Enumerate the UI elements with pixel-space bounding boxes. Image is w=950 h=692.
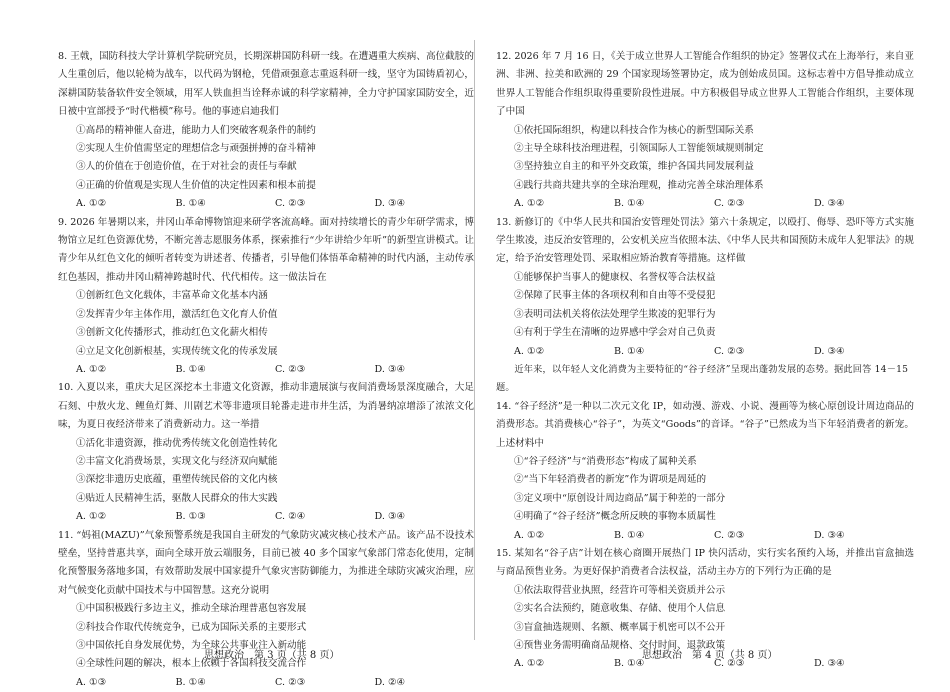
option-c: C. ②③ bbox=[275, 363, 306, 375]
option-a: A. ①② bbox=[514, 345, 545, 357]
option-c: C. ②③ bbox=[714, 658, 745, 670]
question-9 bbox=[58, 214, 474, 380]
answer-options bbox=[496, 195, 914, 213]
question-stem: 8. 王戟，国防科技大学计算机学院研究员，长期深耕国防科研一线。在遭遇重大疾病、高位截肢的人生重创后，他以轮椅为战车，以代码为钢枪，凭借顽强意志重返科研一线，坚守为国铸盾初心，深耕国防装备软件安全领域，用军人铁血担当诠释赤诚的科学家精神，全力守护国家国防安全，近日被中宣部授予“时代楷模”称号。他的事迹启迪我们 bbox=[58, 51, 474, 118]
option-c: C. ②③ bbox=[275, 198, 306, 210]
answer-options bbox=[58, 674, 474, 692]
statement-4: ④正确的价值观是实现人生价值的决定性因素和根本前提 bbox=[76, 179, 316, 191]
option-d: D. ③④ bbox=[374, 511, 406, 523]
option-a: A. ①② bbox=[76, 198, 107, 210]
option-b: B. ①④ bbox=[614, 658, 645, 670]
option-c: C. ②③ bbox=[714, 529, 745, 541]
statement-1: ①依托国际组织，构建以科技合作为核心的新型国际关系 bbox=[514, 124, 754, 136]
statement-3: ③定义项中“原创设计周边商品”属于种差的一部分 bbox=[514, 492, 726, 504]
option-b: B. ①④ bbox=[175, 198, 206, 210]
statement-1: ①中国积极践行多边主义，推动全球治理普惠包容发展 bbox=[76, 603, 307, 615]
option-d: D. ③④ bbox=[814, 529, 845, 541]
option-b: B. ①④ bbox=[614, 345, 645, 357]
option-c: C. ②④ bbox=[275, 511, 306, 523]
option-d: D. ②④ bbox=[374, 676, 406, 688]
statement-3: ③深挖非遗历史底蕴，重塑传统民俗的文化内核 bbox=[76, 474, 278, 486]
column-divider bbox=[474, 40, 475, 640]
option-b: B. ①④ bbox=[175, 363, 206, 375]
material-note: 近年来，以年轻人文化消费为主要特征的“谷子经济”呈现出蓬勃发展的态势。据此回答 14－15 题。 bbox=[496, 363, 909, 394]
statement-1: ①活化非遗资源，推动优秀传统文化创造性转化 bbox=[76, 437, 278, 449]
question-stem: 9. 2026 年暑期以来，井冈山革命博物馆迎来研学客流高峰。面对持续增长的青少年研学需求，博物馆立足红色资源优势，不断完善志愿服务体系，探索推行“少年讲给少年听”的新型宣讲模式。让青少年从红色文化的倾听者转变为讲述者、传播者，引导他们体悟革命精神的时代内涵，主动传承红色基因，推动井冈山精神跨越时代、代代相传。这一做法旨在 bbox=[58, 216, 474, 283]
question-stem: 11. “妈祖(MAZU)”气象预警系统是我国自主研发的气象防灾减灾核心技术产品。该产品不设技术壁垒，坚持普惠共享，面向全球开放云端服务，目前已被 40 多个国家气象部门常态化使用，定制化预警服务落地多国，有效帮助发展中国家提升气象灾害防御能力，为推进全球防灾减灾治理，应对气候变化贡献中国技术与中国智慧。这充分说明 bbox=[58, 529, 474, 596]
statement-1: ①“谷子经济”与“消费形态”构成了属种关系 bbox=[514, 455, 697, 467]
option-b: B. ①④ bbox=[175, 676, 206, 688]
statement-4: ④有利于学生在清晰的边界感中学会对自己负责 bbox=[514, 327, 716, 339]
option-b: B. ①③ bbox=[175, 511, 206, 523]
statement-2: ②丰富文化消费场景，实现文化与经济双向赋能 bbox=[76, 455, 278, 467]
answer-options bbox=[496, 527, 914, 545]
option-c: C. ②③ bbox=[714, 198, 745, 210]
question-12 bbox=[496, 48, 914, 214]
answer-options bbox=[496, 343, 914, 361]
option-c: C. ②③ bbox=[275, 676, 306, 688]
answer-options bbox=[58, 195, 474, 213]
statement-2: ②主导全球科技治理进程，引领国际人工智能领域规则制定 bbox=[514, 143, 764, 155]
option-a: A. ①② bbox=[76, 511, 107, 523]
option-a: A. ①③ bbox=[76, 676, 107, 688]
question-14 bbox=[496, 398, 914, 545]
statement-3: ③人的价值在于创造价值，在于对社会的责任与奉献 bbox=[76, 161, 297, 173]
statement-1: ①高昂的精神催人奋进，能助力人们突破客观条件的制约 bbox=[76, 124, 316, 136]
option-a: A. ①② bbox=[514, 658, 545, 670]
statement-3: ③坚持独立自主的和平外交政策，维护各国共同发展利益 bbox=[514, 161, 754, 173]
question-8 bbox=[58, 48, 474, 214]
question-10 bbox=[58, 379, 474, 526]
right-column bbox=[496, 48, 914, 674]
option-a: A. ①② bbox=[514, 529, 545, 541]
statement-4: ④全球性问题的解决，根本上依赖于各国科技交流合作 bbox=[76, 658, 307, 670]
question-stem: 10. 入夏以来，重庆大足区深挖本土非遗文化资源，推动非遗展演与夜间消费场景深度融合，大足石刻、中敖火龙、鲤鱼灯舞、川剧艺术等非遗项目轮番走进市井生活，为消暑纳凉增添了浓浓文化味，为夏日夜经济带来了消费新动力。这一举措 bbox=[58, 382, 474, 431]
statement-1: ①创新红色文化载体，丰富革命文化基本内涵 bbox=[76, 290, 268, 302]
statement-4: ④贴近人民精神生活，驱散人民群众的伟大实践 bbox=[76, 492, 278, 504]
option-a: A. ①② bbox=[76, 363, 107, 375]
option-b: B. ①④ bbox=[614, 198, 645, 210]
page-footer-right: 思想政治 第 4 页（共 8 页） bbox=[642, 650, 778, 661]
statement-4: ④立足文化创新根基，实现传统文化的传承发展 bbox=[76, 345, 278, 357]
question-stem: 13. 新修订的《中华人民共和国治安管理处罚法》第六十条规定，以殴打、侮辱、恐吓等方式实施学生欺凌，违反治安管理的，公安机关应当依照本法、《中华人民共和国预防未成年人犯罪法》的规定，给予治安管理处罚、采取相应矫治教育等措施。这样做 bbox=[496, 216, 914, 265]
statement-2: ②实名合法预约，随意收集、存储、使用个人信息 bbox=[514, 603, 726, 615]
question-stem: 12. 2026 年 7 月 16 日，《关于成立世界人工智能合作组织的协定》签署仪式在上海举行，来自亚洲、非洲、拉美和欧洲的 29 个国家现场签署协定，成为创始成员国。这标志着中方倡导推动成立世界人工智能合作组织取得重要阶段性进展。中方积极倡导成立世界人工智能合作组织，主要体现了中国 bbox=[496, 51, 914, 118]
statement-3: ③盲盒抽选规则、名额、概率属于机密可以不公开 bbox=[514, 621, 726, 633]
answer-options bbox=[58, 508, 474, 526]
page-footer-left: 思想政治 第 3 页（共 8 页） bbox=[204, 650, 340, 661]
answer-options bbox=[58, 361, 474, 379]
statement-4: ④预售业务需明确商品规格、交付时间、退款政策 bbox=[514, 640, 726, 651]
statement-1: ①依法取得营业执照，经营许可等相关资质并公示 bbox=[514, 584, 726, 596]
option-c: C. ②③ bbox=[714, 345, 745, 357]
option-d: D. ③④ bbox=[374, 363, 406, 375]
statement-2: ②实现人生价值需坚定的理想信念与顽强拼搏的奋斗精神 bbox=[76, 143, 316, 155]
statement-2: ②“当下年轻消费者的新宠”作为谓项是周延的 bbox=[514, 474, 707, 486]
statement-4: ④践行共商共建共享的全球治理观，推动完善全球治理体系 bbox=[514, 179, 764, 191]
option-d: D. ③④ bbox=[814, 198, 845, 210]
statement-3: ③表明司法机关将依法处理学生欺凌的犯罪行为 bbox=[514, 308, 716, 320]
option-b: B. ①④ bbox=[614, 529, 645, 541]
option-d: D. ③④ bbox=[374, 198, 406, 210]
statement-1: ①能够保护当事人的健康权、名誉权等合法权益 bbox=[514, 271, 716, 283]
statement-2: ②科技合作取代传统竞争，已成为国际关系的主要形式 bbox=[76, 621, 307, 633]
statement-3: ③创新文化传播形式，推动红色文化薪火相传 bbox=[76, 327, 268, 339]
question-stem: 14. “谷子经济”是一种以二次元文化 IP，如动漫、游戏、小说、漫画等为核心原创设计周边商品的消费形态。其消费核心“谷子”，为英文“Goods”的音译。“谷子”已然成为当下年轻消费者的新宠。上述材料中 bbox=[496, 400, 914, 449]
question-13 bbox=[496, 214, 914, 361]
option-a: A. ①② bbox=[514, 198, 545, 210]
question-stem: 15. 某知名“谷子店”计划在核心商圈开展热门 IP 快闪活动，实行实名预约入场，并推出盲盒抽选与商品预售业务。为更好保护消费者合法权益，活动主办方的下列行为正确的是 bbox=[496, 547, 914, 578]
statement-2: ②保障了民事主体的各项权利和自由等不受侵犯 bbox=[514, 290, 716, 302]
option-d: D. ③④ bbox=[814, 658, 845, 670]
option-d: D. ③④ bbox=[814, 345, 845, 357]
statement-4: ④明确了“谷子经济”概念所反映的事物本质属性 bbox=[514, 511, 716, 523]
statement-2: ②发挥青少年主体作用，激活红色文化育人价值 bbox=[76, 308, 278, 320]
statement-3: ③中国依托自身发展优势，为全球公共事业注入新动能 bbox=[76, 640, 307, 651]
question-11 bbox=[58, 527, 474, 692]
left-column bbox=[58, 48, 474, 692]
